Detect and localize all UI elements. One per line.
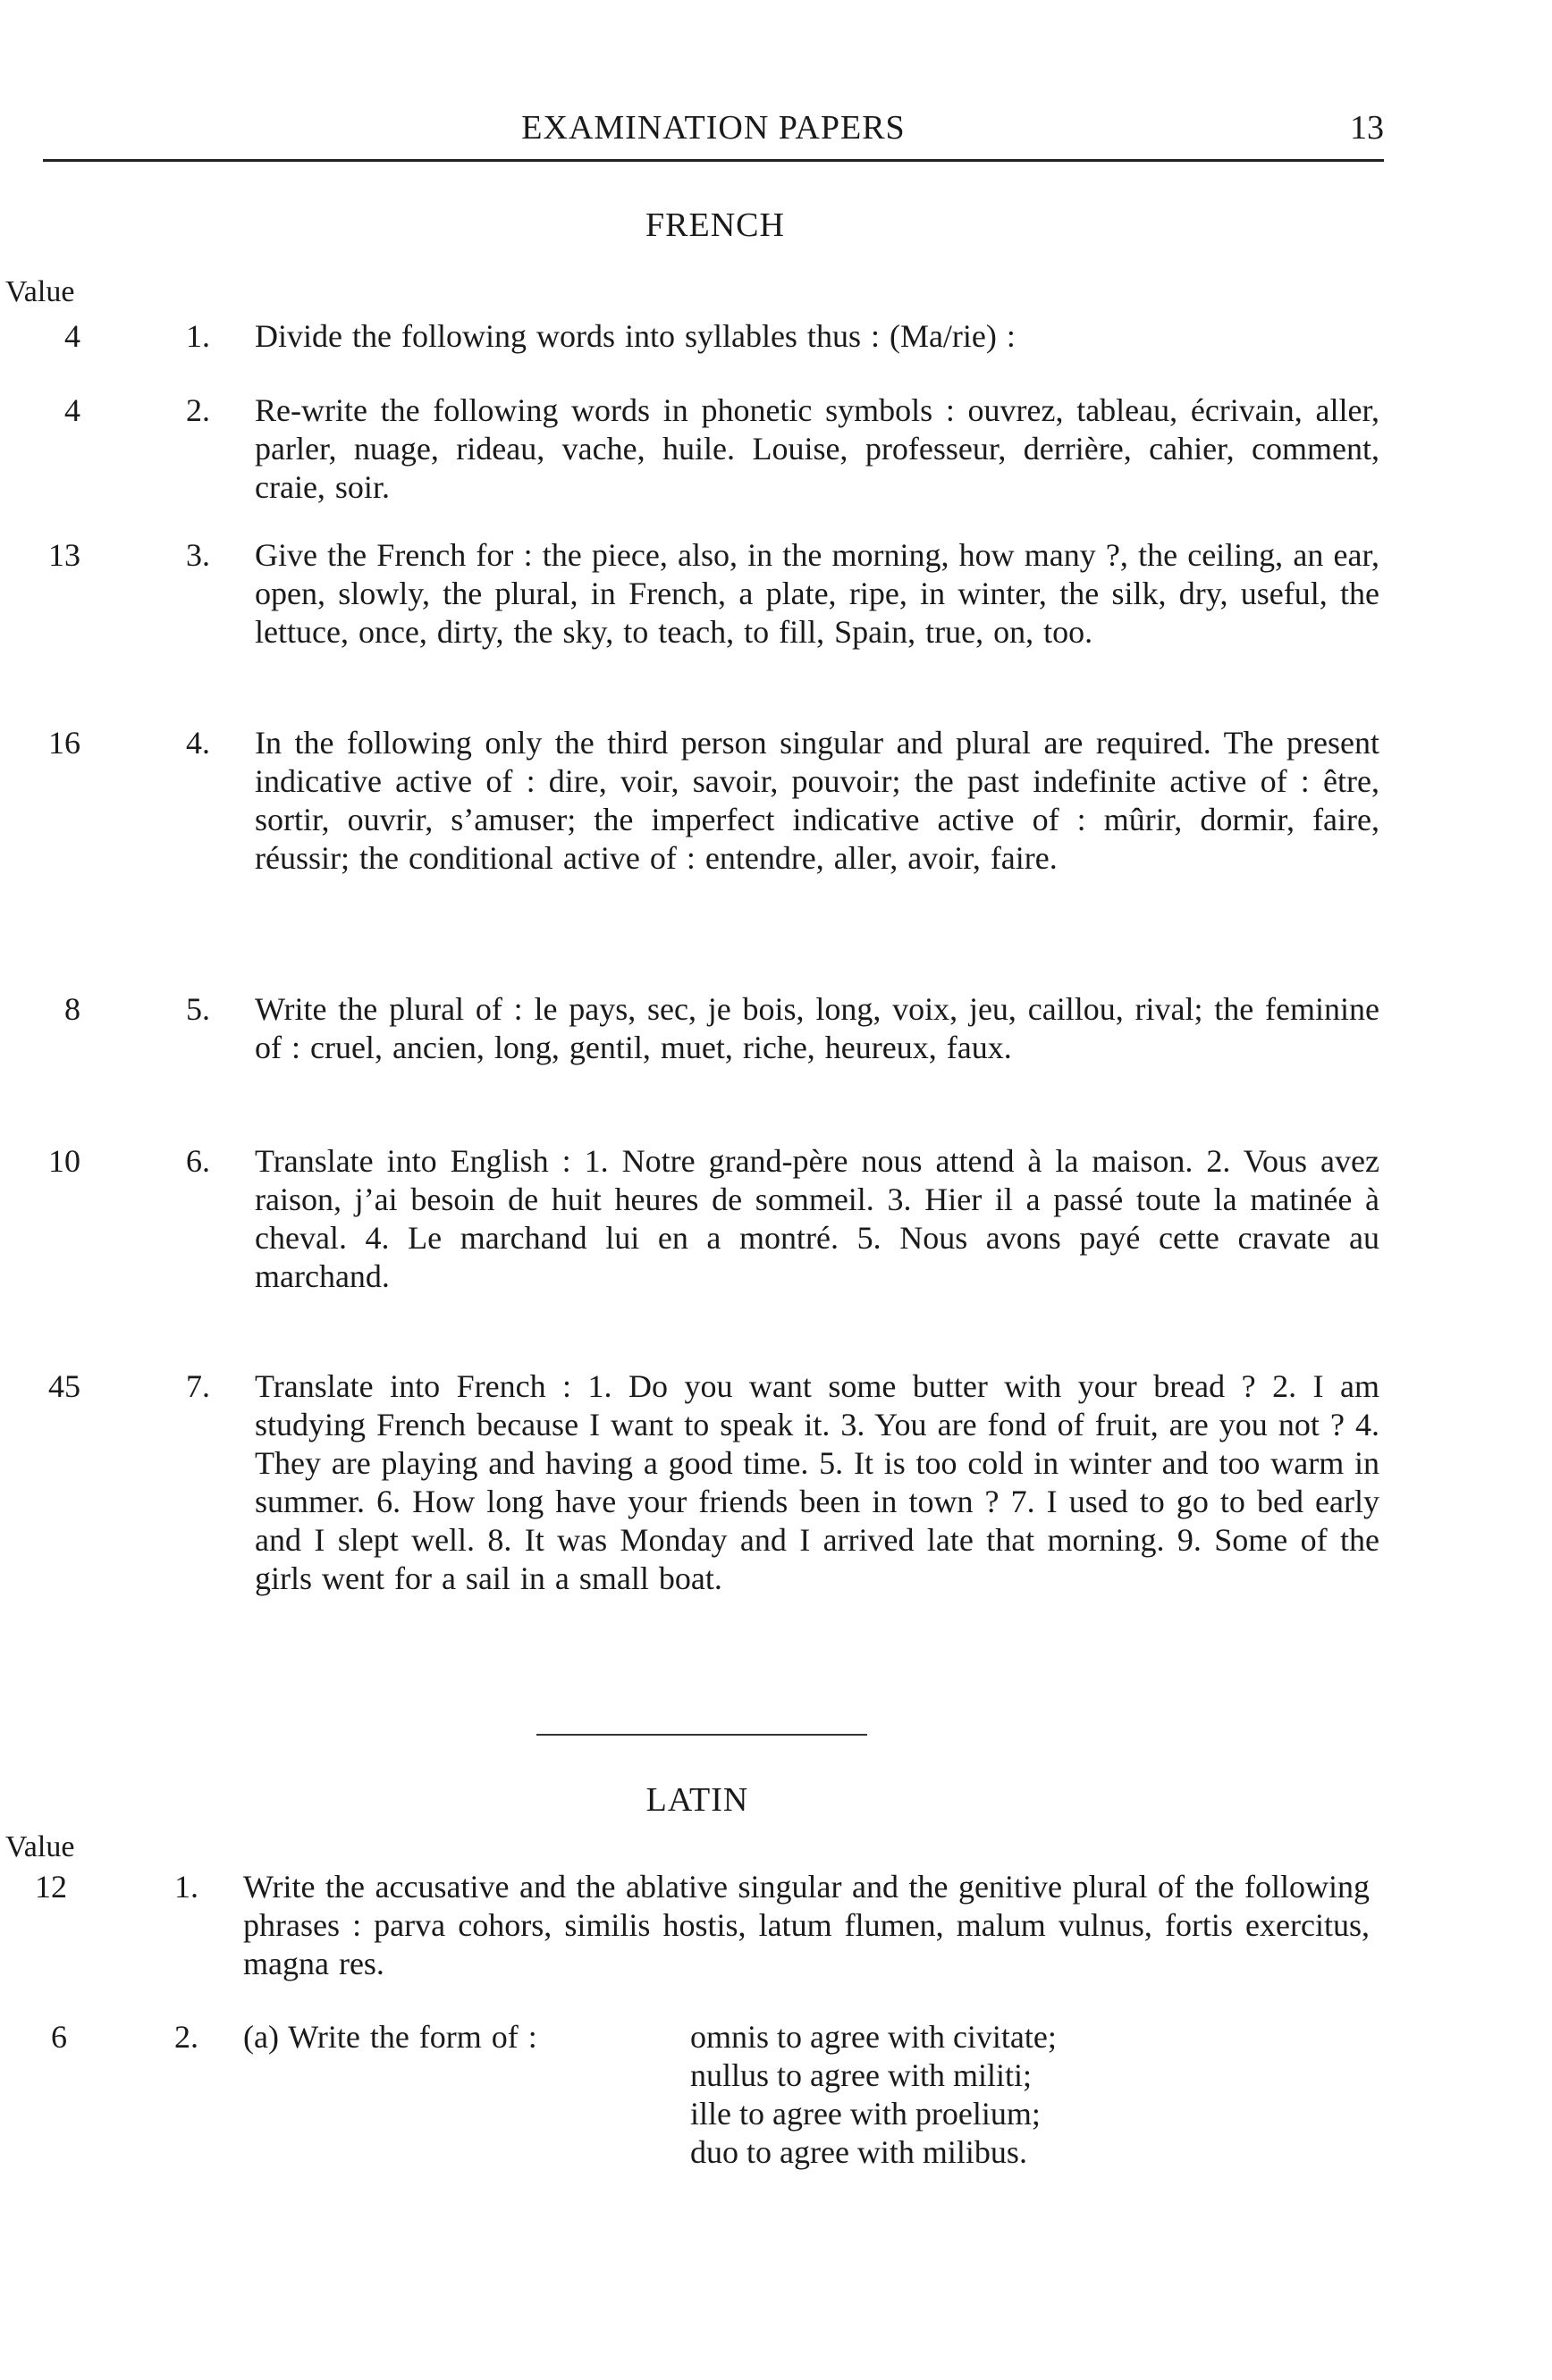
question-number: 1. xyxy=(174,1869,198,1905)
question-number: 7. xyxy=(186,1368,210,1404)
question-value: 10 xyxy=(48,1143,80,1179)
question-text: In the following only the third person singular and plural are required. The present indicative active of : dire, voir, savoir, pouvoir; the past indefinite active of : être, sortir, ouvrir, s’amuser; the imperfect indicative active of : mûrir, dormir, faire, réussir; the conditional active of : entendre, aller, avoir, faire. xyxy=(255,725,1379,876)
question-text: Write the accusative and the ablative singular and the genitive plural of the following phrases : parva cohors, similis hostis, latum flumen, malum vulnus, fortis exercitus, magna res. xyxy=(243,1869,1370,1981)
form-item: duo to agree with milibus. xyxy=(690,2134,1027,2170)
question-text: Divide the following words into syllables thus : (Ma/rie) : xyxy=(255,318,1016,354)
running-head xyxy=(43,105,1384,162)
section-divider xyxy=(536,1734,867,1736)
question-value: 4 xyxy=(64,318,80,354)
running-title: EXAMINATION PAPERS xyxy=(521,109,906,147)
question-number: 3. xyxy=(186,537,210,573)
french-section-title: FRENCH xyxy=(645,206,785,244)
question-text: Give the French for : the piece, also, in the morning, how many ?, the ceiling, an ear, open, slowly, the plural, in French, a plate, ripe, in winter, the silk, dry, useful, the lettuce, once, dirty, the sky, to teach, to fill, Spain, true, on, too. xyxy=(255,537,1379,650)
question-number: 5. xyxy=(186,991,210,1027)
question-value: 8 xyxy=(64,991,80,1027)
question-number: 4. xyxy=(186,725,210,761)
form-item: ille to agree with proelium; xyxy=(690,2096,1041,2132)
question-value: 6 xyxy=(51,2019,67,2055)
form-list xyxy=(690,2018,1057,2172)
form-item: omnis to agree with civitate; xyxy=(690,2019,1057,2055)
question-value: 13 xyxy=(48,537,80,573)
french-value-label: Value xyxy=(5,275,75,308)
latin-value-label: Value xyxy=(5,1830,75,1863)
question-text: Re-write the following words in phonetic symbols : ouvrez, tableau, écrivain, aller, parler, nuage, rideau, vache, huile. Louise, professeur, derrière, cahier, comment, craie, soir. xyxy=(255,392,1379,505)
question-number: 2. xyxy=(174,2019,198,2055)
question-number: 6. xyxy=(186,1143,210,1179)
question-text: Translate into French : 1. Do you want some butter with your bread ? 2. I am studying French because I want to speak it. 3. You are fond of fruit, are you not ? 4. They are playing and having a good time. 5. It is too cold in winter and too warm in summer. 6. How long have your friends been in town ? 7. I used to go to bed early and I slept well. 8. It was Monday and I arrived late that morning. 9. Some of the girls went for a sail in a small boat. xyxy=(255,1368,1379,1596)
question-value: 4 xyxy=(64,392,80,428)
question-text: Translate into English : 1. Notre grand-père nous attend à la maison. 2. Vous avez raison, j’ai besoin de huit heures de sommeil. 3. Hier il a passé toute la matinée à cheval. 4. Le marchand lui en a montré. 5. Nous avons payé cette cravate au marchand. xyxy=(255,1143,1379,1294)
question-text: Write the plural of : le pays, sec, je bois, long, voix, jeu, caillou, rival; the feminine of : cruel, ancien, long, gentil, muet, riche, heureux, faux. xyxy=(255,991,1379,1065)
question-value: 16 xyxy=(48,725,80,761)
question-number: 2. xyxy=(186,392,210,428)
question-value: 12 xyxy=(35,1869,67,1905)
page-number: 13 xyxy=(1350,109,1384,147)
form-item: nullus to agree with militi; xyxy=(690,2057,1032,2093)
question-value: 45 xyxy=(48,1368,80,1404)
latin-section-title: LATIN xyxy=(645,1781,749,1819)
question-text: (a) Write the form of : xyxy=(243,2019,537,2055)
question-number: 1. xyxy=(186,318,210,354)
